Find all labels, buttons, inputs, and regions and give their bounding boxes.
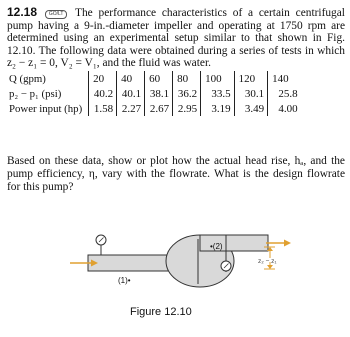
figure-caption: Figure 12.10 [130, 306, 192, 318]
go-tutor-badge: GO/LT [45, 10, 68, 19]
problem-text: The performance characteristics of a certain centrifugal pump having a 9-in.-diameter impeller and operating at 1750 rpm are determined using an experimental setup similar to that shown in Fig. 12.10. The following data were obtained during a series of tests in which z₂ − z₁ = 0, V₂ = V₁, and the fluid was water. [7, 7, 345, 70]
table-cell: 100 [201, 71, 235, 86]
elevation-arrow-down [267, 265, 273, 269]
table-cell: 2.27 [117, 101, 145, 116]
outlet-flow-arrow [284, 240, 291, 247]
table-cell: 20 [89, 71, 117, 86]
table-cell: 120 [234, 71, 268, 86]
row-label: Q (gpm) [9, 73, 46, 85]
table-cell: 40.1 [117, 86, 145, 101]
table-cell: 80 [173, 71, 201, 86]
table-cell: 38.1 [145, 86, 173, 101]
table-cell: 2.95 [173, 101, 201, 116]
inlet-pipe [88, 255, 176, 271]
point-1-label: (1)• [118, 276, 131, 285]
table-cell: 3.19 [201, 101, 235, 116]
table-cell: 25.8 [268, 86, 301, 101]
row-label: Power input (hp) [9, 103, 83, 115]
table-cell: 36.2 [173, 86, 201, 101]
question-text: Based on these data, show or plot how the actual head rise, hₐ, and the pump efficiency, η, vary with the flowrate. What is the design flowrate for this pump? [7, 155, 345, 193]
table-cell: 60 [145, 71, 173, 86]
table-cell: 4.00 [268, 101, 301, 116]
problem-number: 12.18 [7, 5, 38, 19]
table-cell: 30.1 [234, 86, 268, 101]
table-cell: 3.49 [234, 101, 268, 116]
table-cell: 40.2 [89, 86, 117, 101]
point-2-label: •(2) [210, 242, 223, 251]
elevation-label: z₂ − z₁ [258, 258, 277, 265]
table-cell: 2.67 [145, 101, 173, 116]
table-cell: 140 [268, 71, 301, 86]
row-label: p₂ − p₁ (psi) [9, 88, 62, 100]
table-cell: 33.5 [201, 86, 235, 101]
table-cell: 1.58 [89, 101, 117, 116]
table-cell: 40 [117, 71, 145, 86]
